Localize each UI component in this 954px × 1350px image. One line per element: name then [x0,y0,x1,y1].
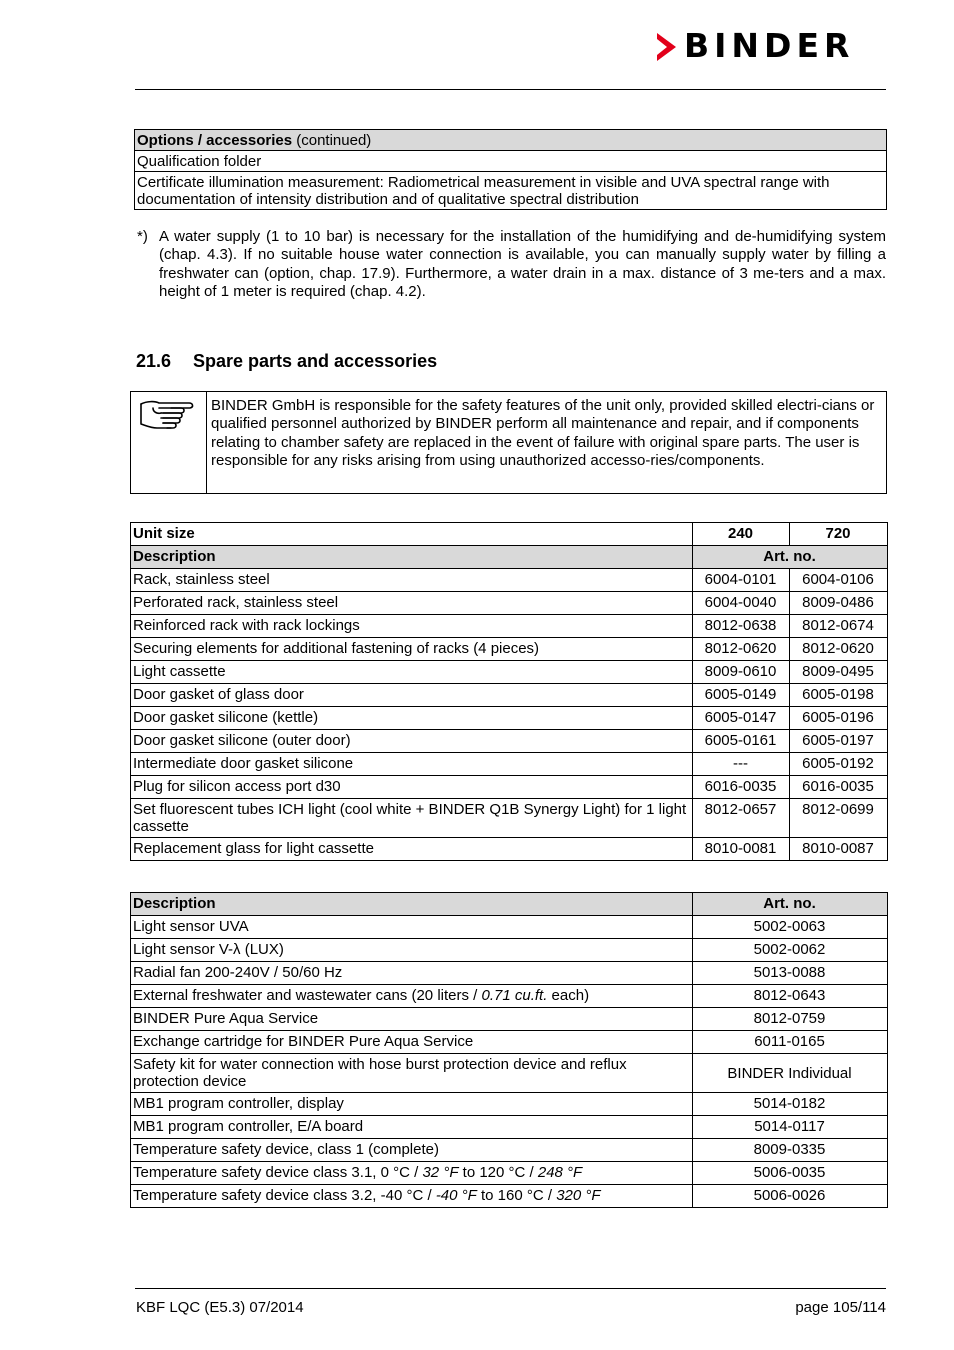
accessory-description: MB1 program controller, E/A board [131,1116,693,1139]
accessory-artno: 5006-0026 [693,1185,888,1208]
table-header-row [131,523,888,546]
brand-name: BINDER [684,26,855,65]
part-description: Perforated rack, stainless steel [131,592,693,615]
text-run: each) [547,987,590,1004]
part-artno-720: 8012-0620 [790,638,888,661]
accessory-description: BINDER Pure Aqua Service [131,1008,693,1031]
table-row [131,638,888,661]
part-description: Intermediate door gasket silicone [131,753,693,776]
text-run-italic: -40 °F [435,1187,477,1204]
accessory-description: Light sensor V-λ (LUX) [131,939,693,962]
part-artno-720: 6005-0192 [790,753,888,776]
accessory-description: Radial fan 200-240V / 50/60 Hz [131,962,693,985]
table-row [131,707,888,730]
table-row [131,569,888,592]
part-artno-240: 8012-0620 [693,638,790,661]
table-row [135,130,887,151]
table-row [131,1054,888,1093]
accessory-artno: 8012-0759 [693,1008,888,1031]
accessory-artno: 5014-0182 [693,1093,888,1116]
text-run: External freshwater and wastewater cans (20 liters / [133,987,482,1004]
accessory-artno: 5006-0035 [693,1162,888,1185]
text-run-italic: 248 °F [537,1164,583,1181]
document-id: KBF LQC (E5.3) 07/2014 [136,1299,304,1316]
table-row [131,1139,888,1162]
table-header-row [131,546,888,569]
table-row [131,1162,888,1185]
part-description: Plug for silicon access port d30 [131,776,693,799]
part-artno-240: 8009-0610 [693,661,790,684]
text-run-italic: 320 °F [556,1187,601,1204]
part-description: Door gasket silicone (outer door) [131,730,693,753]
text-run: to 120 °C / [458,1164,538,1181]
table-row [131,1093,888,1116]
text-run-italic: 32 °F [422,1164,459,1181]
accessory-description: MB1 program controller, display [131,1093,693,1116]
part-description: Light cassette [131,661,693,684]
accessory-description: Safety kit for water connection with hose burst protection device and reflux protection device [131,1054,693,1093]
accessory-description [131,1162,693,1185]
table-row [131,962,888,985]
table-row [131,730,888,753]
table-row [135,151,887,172]
table-row [131,592,888,615]
accessory-description [131,1185,693,1208]
unit-size-720: 720 [790,523,888,546]
part-artno-720: 6004-0106 [790,569,888,592]
part-artno-720: 8012-0674 [790,615,888,638]
part-artno-720: 6016-0035 [790,776,888,799]
unit-size-label: Unit size [131,523,693,546]
options-table-header [135,130,887,151]
artno-header: Art. no. [693,893,888,916]
table-row [131,753,888,776]
part-artno-240: 6004-0040 [693,592,790,615]
accessory-artno: 8012-0643 [693,985,888,1008]
accessory-artno: BINDER Individual [693,1054,888,1093]
brand-logo [654,26,886,65]
accessory-description: Temperature safety device, class 1 (complete) [131,1139,693,1162]
table-row [131,684,888,707]
description-header: Description [131,546,693,569]
part-artno-240: 6016-0035 [693,776,790,799]
table-row [131,985,888,1008]
accessory-artno: 5002-0062 [693,939,888,962]
table-row [131,776,888,799]
table-row [131,1116,888,1139]
accessories-table [130,892,888,1208]
part-artno-240: 6005-0161 [693,730,790,753]
section-heading [136,350,437,372]
part-artno-240: --- [693,753,790,776]
part-description: Set fluorescent tubes ICH light (cool white + BINDER Q1B Synergy Light) for 1 light cassette [131,799,693,838]
part-artno-240: 8012-0657 [693,799,790,838]
note-box [130,391,887,494]
accessory-description [131,985,693,1008]
spare-parts-table [130,522,888,861]
options-header-rest: (continued) [292,132,372,149]
part-description: Rack, stainless steel [131,569,693,592]
footer-divider [135,1288,886,1289]
part-artno-720: 8010-0087 [790,838,888,861]
options-cell: Qualification folder [135,151,887,172]
part-artno-240: 8010-0081 [693,838,790,861]
table-row [131,916,888,939]
note-icon-cell [131,392,207,493]
table-row [131,799,888,838]
part-artno-720: 8009-0495 [790,661,888,684]
table-row [131,1185,888,1208]
footnote [137,228,886,301]
description-header: Description [131,893,693,916]
options-cell: Certificate illumination measurement: Radiometrical measurement in visible and UVA spectral range with documentation of intensity distribution and of qualitative spectral distribution [135,172,887,210]
accessory-artno: 6011-0165 [693,1031,888,1054]
part-description: Replacement glass for light cassette [131,838,693,861]
part-artno-720: 6005-0196 [790,707,888,730]
footnote-text: A water supply (1 to 10 bar) is necessary for the installation of the humidifying and de-humidifying system (chap. 4.3). If no suitable house water connection is available, you can manually supply water by filling a freshwater can (option, chap. 17.9). Furthermore, a water drain in a max. distance of 3 me-ters and a max. height of 1 meter is required (chap. 4.2). [159,228,886,300]
section-number: 21.6 [136,351,172,371]
part-artno-240: 8012-0638 [693,615,790,638]
table-row [131,1031,888,1054]
pointing-hand-icon [137,396,199,436]
options-header-bold: Options / accessories [137,132,293,149]
page-number: page 105/114 [795,1299,886,1316]
table-row [131,939,888,962]
part-artno-720: 6005-0197 [790,730,888,753]
table-row [131,661,888,684]
text-run: to 160 °C / [476,1187,557,1204]
accessory-description: Light sensor UVA [131,916,693,939]
table-row [135,172,887,210]
table-row [131,838,888,861]
note-text: BINDER GmbH is responsible for the safety features of the unit only, provided skilled electri-cians or qualified personnel authorized by BINDER perform all maintenance and repair, and if components relating to chamber safety are replaced in the event of failure with original spare parts. The user is responsible for any risks arising from using unauthorized accesso-ries/components. [211,397,875,470]
table-row [131,615,888,638]
part-artno-240: 6005-0147 [693,707,790,730]
text-run-italic: 0.71 cu.ft. [481,987,548,1004]
part-artno-720: 6005-0198 [790,684,888,707]
part-artno-720: 8009-0486 [790,592,888,615]
artno-header: Art. no. [693,546,888,569]
accessory-artno: 8009-0335 [693,1139,888,1162]
section-title: Spare parts and accessories [193,351,438,371]
part-description: Door gasket of glass door [131,684,693,707]
accessory-artno: 5013-0088 [693,962,888,985]
part-description: Door gasket silicone (kettle) [131,707,693,730]
footnote-mark: *) [137,228,148,245]
part-artno-720: 8012-0699 [790,799,888,838]
text-run: Temperature safety device class 3.1, 0 °C / [133,1164,423,1181]
part-description: Reinforced rack with rack lockings [131,615,693,638]
table-row [131,1008,888,1031]
accessory-artno: 5002-0063 [693,916,888,939]
part-artno-240: 6004-0101 [693,569,790,592]
table-header-row [131,893,888,916]
text-run: Temperature safety device class 3.2, -40 °C / [133,1187,436,1204]
header-divider [135,89,886,90]
binder-triangle-logo-icon [654,30,680,64]
unit-size-240: 240 [693,523,790,546]
part-artno-240: 6005-0149 [693,684,790,707]
options-table [134,129,887,210]
part-description: Securing elements for additional fastening of racks (4 pieces) [131,638,693,661]
accessory-description: Exchange cartridge for BINDER Pure Aqua Service [131,1031,693,1054]
accessory-artno: 5014-0117 [693,1116,888,1139]
